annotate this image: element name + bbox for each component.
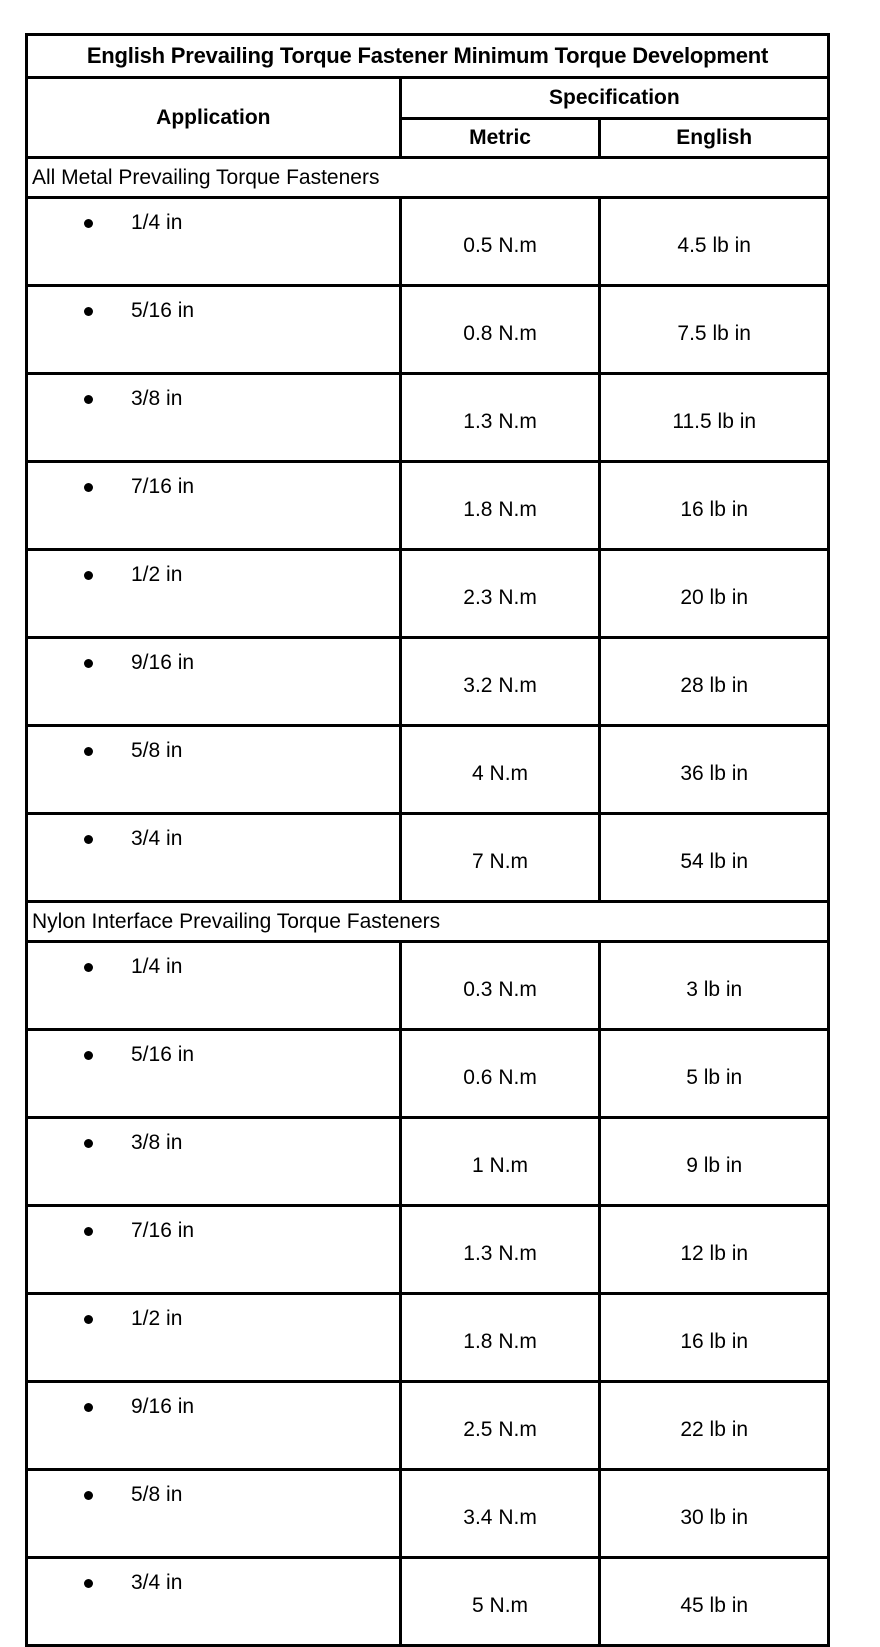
bullet-icon [84, 307, 93, 316]
fastener-size: 1/4 in [131, 955, 183, 978]
metric-value: 0.5 N.m [400, 198, 600, 286]
header-metric: Metric [400, 119, 600, 158]
header-english: English [600, 119, 829, 158]
section-title: All Metal Prevailing Torque Fasteners [27, 158, 829, 198]
size-cell [27, 198, 401, 286]
bullet-icon [84, 1403, 93, 1412]
fastener-size: 3/8 in [131, 1131, 183, 1154]
fastener-size: 7/16 in [131, 1219, 195, 1242]
table-row [27, 1382, 829, 1470]
table-row [27, 1470, 829, 1558]
table-row [27, 1206, 829, 1294]
english-value: 45 lb in [600, 1558, 829, 1646]
metric-value: 1.3 N.m [400, 1206, 600, 1294]
size-cell [27, 1294, 401, 1382]
table-row [27, 286, 829, 374]
size-cell [27, 726, 401, 814]
size-cell [27, 462, 401, 550]
bullet-icon [84, 1579, 93, 1588]
size-cell [27, 814, 401, 902]
metric-value: 5 N.m [400, 1558, 600, 1646]
fastener-size: 3/8 in [131, 387, 183, 410]
english-value: 36 lb in [600, 726, 829, 814]
size-cell [27, 638, 401, 726]
table-row [27, 1030, 829, 1118]
size-cell [27, 1206, 401, 1294]
metric-value: 4 N.m [400, 726, 600, 814]
header-row-specification [27, 78, 829, 119]
fastener-size: 1/2 in [131, 1307, 183, 1330]
bullet-icon [84, 1227, 93, 1236]
english-value: 12 lb in [600, 1206, 829, 1294]
table-row [27, 942, 829, 1030]
table-row [27, 374, 829, 462]
bullet-icon [84, 1315, 93, 1324]
metric-value: 0.3 N.m [400, 942, 600, 1030]
english-value: 16 lb in [600, 462, 829, 550]
header-specification: Specification [400, 78, 828, 119]
size-cell [27, 550, 401, 638]
fastener-size: 7/16 in [131, 475, 195, 498]
english-value: 22 lb in [600, 1382, 829, 1470]
torque-spec-table [25, 33, 830, 1647]
table-row [27, 814, 829, 902]
table-row [27, 638, 829, 726]
size-cell [27, 1118, 401, 1206]
fastener-size: 5/16 in [131, 1043, 195, 1066]
fastener-size: 1/4 in [131, 211, 183, 234]
fastener-size: 9/16 in [131, 1395, 195, 1418]
metric-value: 3.4 N.m [400, 1470, 600, 1558]
table-title: English Prevailing Torque Fastener Minimum Torque Development [27, 35, 829, 78]
fastener-size: 9/16 in [131, 651, 195, 674]
header-application: Application [27, 78, 401, 158]
metric-value: 7 N.m [400, 814, 600, 902]
fastener-size: 5/8 in [131, 739, 183, 762]
metric-value: 1.8 N.m [400, 1294, 600, 1382]
english-value: 30 lb in [600, 1470, 829, 1558]
size-cell [27, 286, 401, 374]
bullet-icon [84, 1491, 93, 1500]
table-row [27, 1558, 829, 1646]
size-cell [27, 1030, 401, 1118]
fastener-size: 5/16 in [131, 299, 195, 322]
table-title-row [27, 35, 829, 78]
bullet-icon [84, 747, 93, 756]
english-value: 3 lb in [600, 942, 829, 1030]
fastener-size: 5/8 in [131, 1483, 183, 1506]
english-value: 54 lb in [600, 814, 829, 902]
metric-value: 1.8 N.m [400, 462, 600, 550]
english-value: 4.5 lb in [600, 198, 829, 286]
table-row [27, 462, 829, 550]
metric-value: 3.2 N.m [400, 638, 600, 726]
fastener-size: 3/4 in [131, 1571, 183, 1594]
bullet-icon [84, 219, 93, 228]
bullet-icon [84, 1139, 93, 1148]
fastener-size: 3/4 in [131, 827, 183, 850]
bullet-icon [84, 483, 93, 492]
size-cell [27, 1382, 401, 1470]
section-row [27, 902, 829, 942]
metric-value: 0.6 N.m [400, 1030, 600, 1118]
table-row [27, 726, 829, 814]
size-cell [27, 374, 401, 462]
bullet-icon [84, 1051, 93, 1060]
metric-value: 1.3 N.m [400, 374, 600, 462]
english-value: 9 lb in [600, 1118, 829, 1206]
size-cell [27, 1470, 401, 1558]
english-value: 28 lb in [600, 638, 829, 726]
english-value: 5 lb in [600, 1030, 829, 1118]
section-row [27, 158, 829, 198]
table-row [27, 550, 829, 638]
fastener-size: 1/2 in [131, 563, 183, 586]
bullet-icon [84, 659, 93, 668]
english-value: 20 lb in [600, 550, 829, 638]
bullet-icon [84, 571, 93, 580]
bullet-icon [84, 835, 93, 844]
english-value: 11.5 lb in [600, 374, 829, 462]
metric-value: 0.8 N.m [400, 286, 600, 374]
english-value: 7.5 lb in [600, 286, 829, 374]
english-value: 16 lb in [600, 1294, 829, 1382]
bullet-icon [84, 963, 93, 972]
metric-value: 2.5 N.m [400, 1382, 600, 1470]
metric-value: 1 N.m [400, 1118, 600, 1206]
table-row [27, 198, 829, 286]
table-row [27, 1294, 829, 1382]
bullet-icon [84, 395, 93, 404]
section-title: Nylon Interface Prevailing Torque Fasteners [27, 902, 829, 942]
metric-value: 2.3 N.m [400, 550, 600, 638]
size-cell [27, 942, 401, 1030]
table-row [27, 1118, 829, 1206]
size-cell [27, 1558, 401, 1646]
